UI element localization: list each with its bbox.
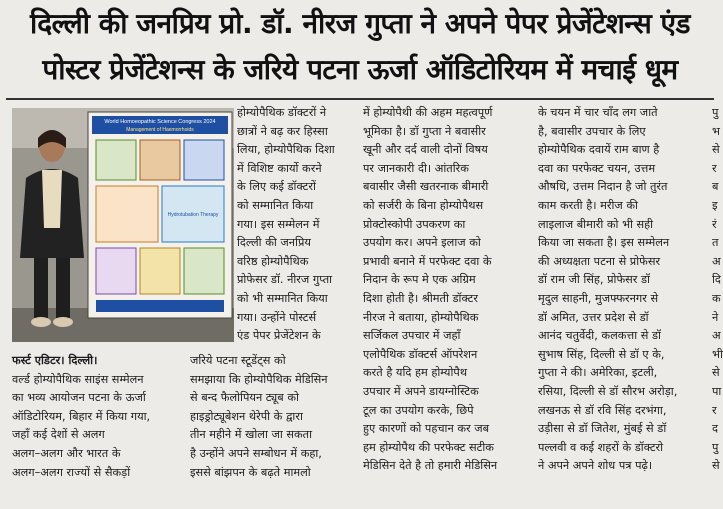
text-line: किया जा सकता है। इस सम्मेलन: [538, 236, 670, 250]
text-line: लिया, होम्योपैथिक दिशा: [237, 143, 335, 157]
text-line: पा: [712, 384, 722, 398]
text-line: अ: [712, 254, 721, 268]
photo-illustration: [12, 108, 234, 342]
text-line: इससे बांझपन के बढ़ते मामलो: [190, 465, 311, 479]
article-column-1: [12, 352, 188, 482]
text-line: पर जानकारी दी। आंतरिक: [363, 161, 469, 175]
text-line: की अध्यक्षता पटना से प्रोफेसर: [538, 254, 661, 268]
text-line: ने अपने अपने शोध पत्र पढ़े।: [538, 459, 653, 473]
text-line: दिशा होती है। श्रीमती डॉक्टर: [363, 291, 478, 305]
dateline: फर्स्ट एडिटर। दिल्ली।: [12, 354, 98, 367]
text-line: को भी सम्मानित किया: [237, 291, 328, 305]
text-line: बवासीर जैसी खतरनाक बीमारी: [363, 180, 489, 194]
headline-line-2: पोस्टर प्रेजेंटेशन्स के जरिये पटना ऊर्जा ऑडिटोरियम में मचाई धूम: [42, 53, 678, 86]
text-line: भी: [712, 347, 723, 361]
text-line: प्रोक्टोस्कोपी उपकरण का: [363, 217, 466, 231]
text-line: दवा का परफेक्ट चयन, उत्तम: [538, 161, 656, 175]
text-line: टूल का उपयोग करके, छिपे: [363, 403, 474, 417]
text-line: त: [712, 236, 719, 250]
text-line: में होम्योपैथी की अहम महत्वपूर्ण: [363, 106, 493, 119]
text-line: वर्ल्ड होम्योपैथिक साइंस सम्मेलन: [12, 372, 144, 386]
text-line: करते है यदि हम होम्योपैथ: [363, 366, 468, 380]
article-column-4: [538, 104, 708, 476]
article-column-5-cut: [712, 104, 723, 476]
text-line: उड़ीसा से डॉ जितेश, मुंबई से डॉ: [538, 422, 667, 436]
text-line: प्रभावी बनाने में परफेक्ट दवा के: [363, 254, 492, 268]
text-line: है, बवासीर उपचार के लिए: [538, 124, 646, 138]
text-line: के लिए कई डॉक्टरों: [237, 180, 316, 194]
text-line: आनंद चतुर्वेदी, कलकत्ता से डॉ: [538, 329, 661, 343]
text-line: होम्योपैथिक डॉक्टरों ने: [237, 106, 327, 119]
text-line: एलोपैथिक डॉक्टर्स ऑपरेशन: [363, 347, 478, 361]
text-line: निदान के रूप मे एक अग्रिम: [363, 273, 476, 287]
text-line: से: [712, 143, 720, 157]
text-line: समझाया कि होम्योपैथिक मेडिसिन: [190, 372, 328, 386]
text-line: सर्जिकल उपचार में जहाँ: [363, 329, 461, 343]
text-line: जरिये पटना स्टूडेंट्स को: [190, 354, 286, 367]
text-line: दिल्ली की जनप्रिय: [237, 236, 311, 250]
text-line: को सर्जरी के बिना होम्योपैथस: [363, 198, 484, 212]
text-line: जहाँ कई देशों से अलग: [12, 428, 105, 442]
text-line: से: [712, 459, 720, 473]
text-line: अ: [712, 329, 721, 343]
text-line: गया। इस सम्मेलन में: [237, 217, 320, 231]
text-line: मृदुल साहनी, मुजफ्फरनगर से: [538, 291, 659, 305]
text-line: को सम्मानित किया: [237, 198, 314, 212]
article-column-2-top: [237, 104, 359, 346]
text-line: एंड पेपर प्रेजेंटेशन के: [237, 329, 321, 343]
text-line: पल्लवी व कई शहरों के डॉक्टरो: [538, 440, 664, 454]
text-line: छात्रों ने बढ़ कर हिस्सा: [237, 124, 328, 138]
poster-subtitle: Management of Haemorrhoids: [126, 127, 194, 133]
text-line: मेडिसिन देते है तो हमारी मेडिसिन: [363, 459, 498, 473]
text-line: ऑडिटोरियम, बिहार में किया गया,: [12, 409, 151, 423]
poster-topic: Hydrotubation Therapy: [167, 212, 219, 218]
text-line: ने: [712, 310, 719, 324]
text-line: रं: [712, 217, 717, 231]
text-line: से: [712, 366, 720, 380]
text-line: हुए कारणों को पहचान कर जब: [363, 422, 490, 436]
article-column-2-bottom: [190, 352, 360, 482]
text-line: पु: [712, 440, 719, 454]
text-line: काम करती है। मरीज की: [538, 198, 638, 212]
news-photo: [12, 108, 234, 342]
text-line: से बन्द फैलोपियन ट्यूब को: [190, 391, 299, 405]
text-line: प्रोफेसर डॉ. नीरज गुप्ता: [237, 273, 333, 287]
text-line: अलग–अलग और भारत के: [12, 446, 121, 460]
headline-line-1: दिल्ली की जनप्रिय प्रो. डॉ. नीरज गुप्ता ने अपने पेपर प्रेजेंटेशन्स एंड: [30, 7, 690, 40]
text-line: हाइड्रोट्यूबेशन थेरेपी के द्वारा: [190, 409, 303, 423]
text-line: र: [712, 161, 717, 175]
text-line: द: [712, 422, 718, 436]
text-line: र: [712, 403, 717, 417]
text-line: खूनी और दर्द वाली दोनों विषय: [363, 143, 488, 157]
text-line: गया। उन्होंने पोस्टर्स: [237, 310, 317, 324]
article-column-3: [363, 104, 533, 476]
text-line: सुभाष सिंह, दिल्ली से डॉ ए के,: [538, 347, 665, 361]
text-line: पु: [712, 106, 719, 119]
text-line: भूमिका है। डॉ गुप्ता ने बवासीर: [363, 124, 486, 138]
headline-rule: [6, 98, 714, 100]
text-line: गुप्ता ने की। अमेरिका, इटली,: [538, 366, 658, 380]
text-line: औषधि, उत्तम निदान है जो तुरंत: [538, 180, 668, 194]
text-line: रसिया, दिल्ली से डॉ सौरभ अरोड़ा,: [538, 384, 678, 398]
text-line: में विशिष्ट कार्यो करने: [237, 161, 322, 175]
column-1-lines: [12, 371, 188, 483]
text-line: उपचार में अपने डायग्नोस्टिक: [363, 384, 479, 398]
text-line: अलग–अलग राज्यों से सैकड़ों: [12, 465, 131, 479]
poster-title: World Homoeopathic Science Congress 2024: [104, 119, 216, 125]
text-line: डॉ राम जी सिंह, प्रोफेसर डॉ: [538, 273, 650, 287]
text-line: इ: [712, 198, 718, 212]
text-line: वरिष्ठ होम्योपैथिक: [237, 254, 309, 268]
text-line: लखनऊ से डॉ रवि सिंह दरभंगा,: [538, 403, 667, 417]
text-line: के चयन में चार चाँद लग जाते: [538, 106, 658, 119]
text-line: उपयोग कर। अपने इलाज को: [363, 236, 481, 250]
text-line: तीन महीने में खोला जा सकता: [190, 428, 313, 442]
text-line: हम होम्योपैथ की परफेक्ट सटीक: [363, 440, 494, 454]
text-line: है उन्होंने अपने सम्बोधन में कहा,: [190, 446, 322, 460]
text-line: ब: [712, 180, 719, 194]
text-line: लाइलाज बीमारी को भी सही: [538, 217, 654, 231]
text-line: होम्योपैथिक दवायें राम बाण है: [538, 143, 660, 157]
text-line: भ: [712, 124, 720, 138]
text-line: नीरज ने बताया, होम्योपैथिक: [363, 310, 479, 324]
text-line: क: [712, 291, 721, 305]
text-line: दि: [712, 273, 721, 287]
text-line: का भव्य आयोजन पटना के ऊर्जा: [12, 391, 146, 405]
text-line: डॉ अमित, उत्तर प्रदेश से डॉ: [538, 310, 649, 324]
